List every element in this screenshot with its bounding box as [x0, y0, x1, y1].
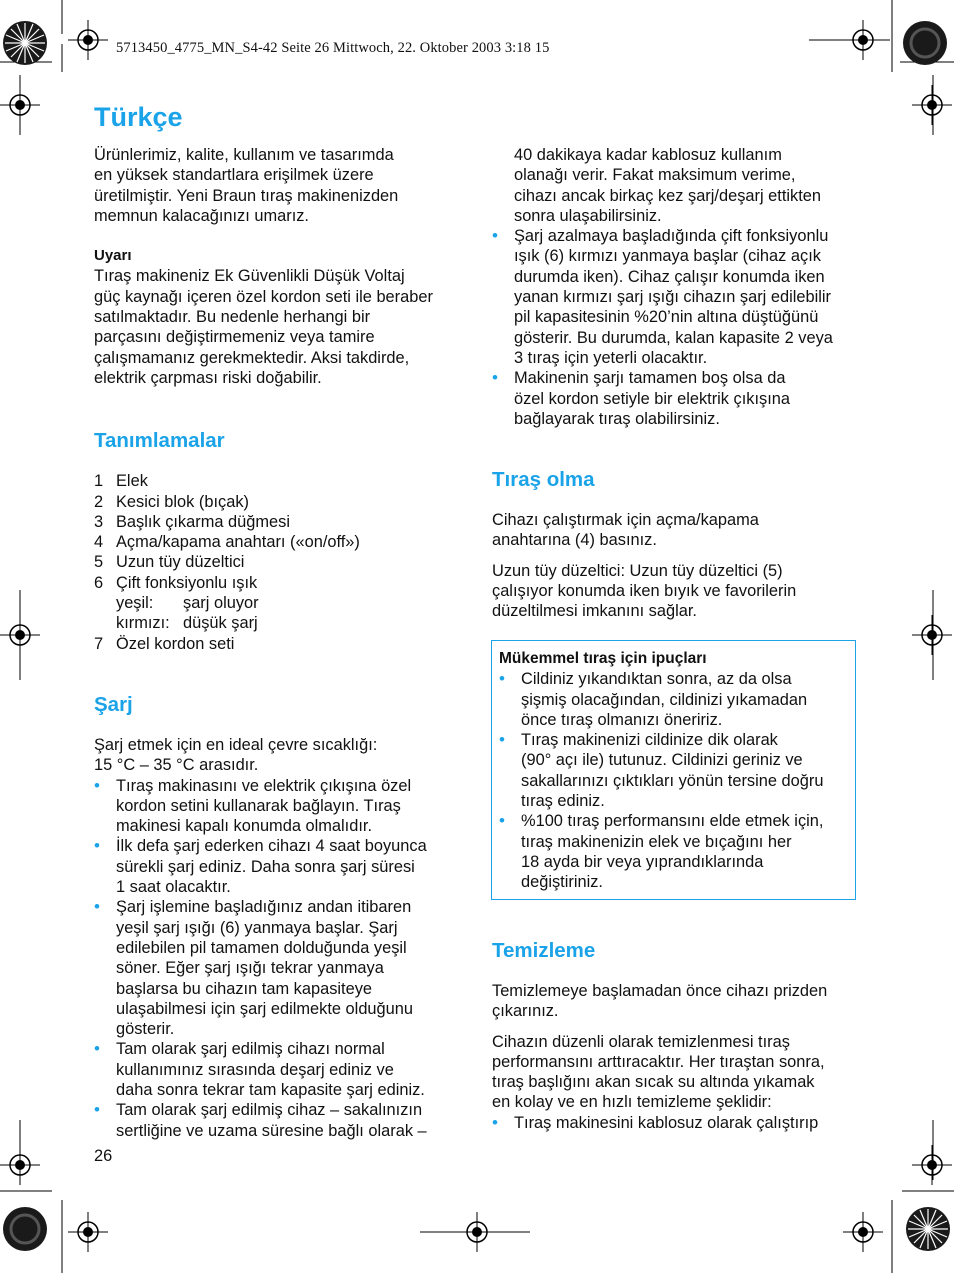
- registration-mark-icon: [68, 20, 108, 60]
- tips-heading: Mükemmel tıraş için ipuçları: [499, 650, 707, 667]
- list-item: • Tam olarak şarj edilmiş cihaz – sakalınızın sertliğine ve uzama süresine bağlı olarak –: [94, 1100, 464, 1141]
- right-column: [492, 145, 862, 622]
- cleaning-heading: Temizleme: [492, 939, 596, 962]
- registration-mark-icon: [912, 85, 952, 125]
- descriptions-list: [94, 471, 464, 654]
- list-item: 6 Çift fonksiyonlu ışık: [94, 573, 258, 592]
- cleaning-section: [492, 938, 862, 1133]
- registration-mark-icon: [68, 1212, 108, 1252]
- list-item: • %100 tıraş performansını elde etmek için, tıraş makinenizin elek ve bıçağını her 18 ayda bir veya yıprandıklarında değiştiriniz.: [499, 811, 847, 892]
- tips-box: [491, 640, 856, 900]
- charging-intro: Şarj etmek için en ideal çevre sıcaklığı: 15 °C – 35 °C arasıdır.: [94, 735, 378, 775]
- list-item: • İlk defa şarj ederken cihazı 4 saat boyunca sürekli şarj ediniz. Daha sonra şarj süresi 1 saat olacaktır.: [94, 836, 464, 897]
- left-column: [94, 145, 464, 1141]
- list-item: 3 Başlık çıkarma düğmesi: [94, 512, 290, 531]
- descriptions-heading: Tanımlamalar: [94, 429, 225, 453]
- registration-mark-icon: [912, 615, 952, 655]
- list-item: • Tam olarak şarj edilmiş cihazı normal kullanımınız sırasında deşarj ediniz ve daha sonra tekrar tam kapasite şarj ediniz.: [94, 1039, 464, 1100]
- list-item: 4 Açma/kapama anahtarı («on/off»): [94, 533, 360, 552]
- cleaning-paragraph-2: Cihazın düzenli olarak temizlenmesi tıraş performansını arttıracaktır. Her tıraştan sonra, tıraş başlığını akan sıcak su altında yıkamak en kolay ve en hızlı temizleme şeklidir:: [492, 1032, 825, 1112]
- shaving-paragraph-2: Uzun tüy düzeltici: Uzun tüy düzeltici (5) çalışıyor konumda iken bıyık ve favorilerin düzeltilmesi imkanını sağlar.: [492, 561, 797, 621]
- list-item: • Şarj azalmaya başladığında çift fonksiyonlu ışık (6) kırmızı yanmaya başlar (cihaz açık durumda iken). Cihaz çalışır konumda iken yanan kırmızı şarj ışığı cihazın şarj edilebilir pil kapasitesinin %20’nin altına düştüğünü gösterir. Bu durumda, kalan kapasite 2 veya 3 tıraş için yeterli olacaktır.: [492, 226, 862, 368]
- list-item: 7 Özel kordon seti: [94, 634, 235, 653]
- starburst-mark-icon: [2, 1206, 48, 1252]
- registration-mark-icon: [843, 20, 883, 60]
- charging-heading: Şarj: [94, 692, 133, 716]
- led-legend-row: kırmızı: düşük şarj: [116, 614, 258, 633]
- list-item: 5 Uzun tüy düzeltici: [94, 553, 245, 572]
- print-header-line: 5713450_4775_MN_S4-42 Seite 26 Mittwoch, 22. Oktober 2003 3:18 15: [116, 40, 550, 56]
- starburst-mark-icon: [2, 20, 48, 66]
- page-title: Türkçe: [94, 102, 183, 132]
- starburst-mark-icon: [905, 1206, 951, 1252]
- charging-bullets: [94, 776, 464, 1141]
- registration-mark-icon: [912, 1145, 952, 1185]
- registration-mark-icon: [0, 1145, 40, 1185]
- page-number: 26: [94, 1147, 113, 1165]
- tips-bullets: [499, 669, 847, 892]
- shaving-paragraph-1: Cihazı çalıştırmak için açma/kapama anahtarına (4) basınız.: [492, 511, 759, 550]
- list-item: • Şarj işlemine başladığınız andan itibaren yeşil şarj ışığı (6) yanmaya başlar. Şarj edilebilen pil tamamen dolduğunda yeşil söner. Eğer şarj ışığı tekrar yanmaya başlarsa bu cihazın tam kapasiteye ulaşabilmesi için şarj edilmekte olduğunu gösterir.: [94, 897, 464, 1039]
- led-legend-row: yeşil: şarj oluyor: [116, 594, 259, 613]
- cleaning-paragraph-1: Temizlemeye başlamadan önce cihazı prizden çıkarınız.: [492, 982, 828, 1021]
- list-item: 2 Kesici blok (bıçak): [94, 492, 249, 511]
- list-item: • Makinenin şarjı tamamen boş olsa da özel kordon setiyle bir elektrik çıkışına bağlayarak tıraş olabilirsiniz.: [492, 368, 862, 429]
- registration-mark-icon: [457, 1212, 497, 1252]
- registration-mark-icon: [0, 85, 40, 125]
- list-item: • Tıraş makinenizi cildinize dik olarak (90° açı ile) tutunuz. Cildinizi geriniz ve sakallarınızı çıktıkları yönün tersine doğru tıraş ediniz.: [499, 730, 847, 811]
- list-item: • Tıraş makinasını ve elektrik çıkışına özel kordon setini kullanarak bağlayın. Tıraş makinesi kapalı konumda olmalıdır.: [94, 776, 464, 837]
- registration-mark-icon: [0, 615, 40, 655]
- warning-heading: Uyarı: [94, 247, 132, 265]
- intro-paragraph: Ürünlerimiz, kalite, kullanım ve tasarımda en yüksek standartlara erişilmek üzere üretilmiştir. Yeni Braun tıraş makinenizden memnun kalacağınızı umarız.: [94, 146, 399, 225]
- list-item: • Cildiniz yıkandıktan sonra, az da olsa şişmiş olacağından, cildinizi yıkamadan önce tıraş olmanızı öneririz.: [499, 669, 847, 730]
- starburst-mark-icon: [902, 20, 948, 66]
- battery-bullets: [492, 226, 862, 429]
- shaving-heading: Tıraş olma: [492, 468, 595, 492]
- warning-paragraph: Tıraş makineniz Ek Güvenlikli Düşük Voltaj güç kaynağı içeren özel kordon seti ile beraber satılmaktadır. Bu nedenle herhangi bir parçasını değiştirmemeniz veya tamire çalışmamanız gerekmektedir. Aksi takdirde, elektrik çarpması riski doğabilir.: [94, 267, 433, 387]
- list-item: 1 Elek: [94, 472, 148, 491]
- list-item: • Tıraş makinesini kablosuz olarak çalıştırıp: [492, 1113, 862, 1133]
- registration-mark-icon: [843, 1212, 883, 1252]
- cleaning-bullets: [492, 1113, 862, 1133]
- continued-paragraph: 40 dakikaya kadar kablosuz kullanım olanağı verir. Fakat maksimum verime, cihazı ancak birkaç kez şarj/deşarj ettikten sonra ulaşabilirsiniz.: [514, 146, 822, 225]
